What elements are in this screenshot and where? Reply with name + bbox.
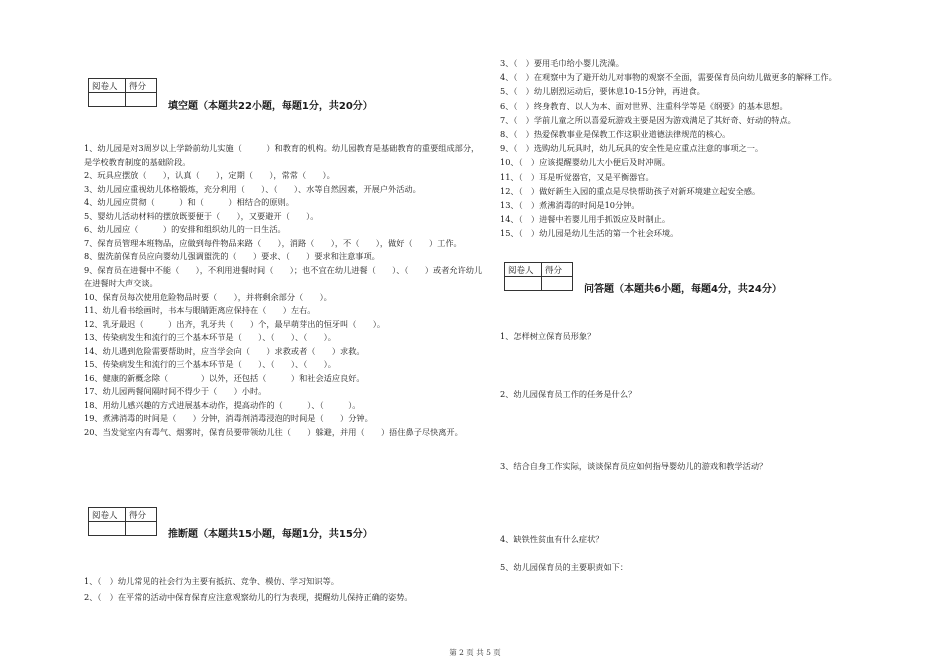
- judge-question-list-left: [84, 573, 484, 605]
- score-label: 得分: [126, 79, 157, 93]
- judge-question-1: 1、（ ）幼儿常见的社会行为主要有抵抗、竞争、模仿、学习知识等。: [84, 576, 339, 586]
- reviewer-label: 阅卷人: [89, 508, 126, 522]
- judge-question-15: 15、（ ）幼儿园是幼儿生活的第一个社会环境。: [500, 228, 679, 239]
- judge-question-12: 12、（ ）做好新生入园的重点是尽快帮助孩子对新环境建立起安全感。: [500, 185, 761, 196]
- qa-question-2: 2、幼儿园保育员工作的任务是什么？: [500, 389, 637, 399]
- fill-score-box: [88, 78, 157, 107]
- fill-question-10: 10、保育员每次使用危险物品时要（ ），并将剩余部分（ ）。: [84, 291, 332, 302]
- fill-question-7: 7、保育员管理本班物品，应做到每件物品来路（ ），消路（ ），不（ ），做好（ ）工作。: [84, 237, 462, 248]
- qa-question-4: 4、缺铁性贫血有什么症状？: [500, 534, 604, 544]
- qa-question-3: 3、结合自身工作实际，谈谈保育员应如何指导婴幼儿的游戏和教学活动？: [500, 461, 768, 471]
- judge-question-2: 2、（ ）在平常的活动中保育保育应注意观察幼儿的行为表现，提醒幼儿保持正确的姿势。: [84, 592, 413, 602]
- score-label: 得分: [542, 263, 573, 277]
- reviewer-label: 阅卷人: [89, 79, 126, 93]
- judge-question-3: 3、（ ）要用毛巾给小婴儿洗澡。: [500, 58, 624, 68]
- fill-question-5: 5、婴幼儿活动材料的摆放既要便于（ ），又要避开（ ）。: [84, 210, 319, 221]
- judge-question-10: 10、（ ）应该提醒婴幼儿大小便后及时冲厕。: [500, 157, 671, 168]
- fill-question-14: 14、幼儿遇到危险需要帮助时，应当学会向（ ）求救或者（ ）求救。: [84, 345, 365, 356]
- judge-question-list-right: [500, 56, 900, 241]
- fill-question-3: 3、幼儿园应重视幼儿体格锻炼，充分利用（ ）、（ ）、水等自然因素，开展户外活动。: [84, 183, 421, 194]
- reviewer-cell[interactable]: [505, 277, 542, 291]
- fill-question-4: 4、幼儿园应贯彻（ ）和（ ）相结合的原则。: [84, 197, 294, 207]
- fill-question-6: 6、幼儿园应（ ）的安排和组织幼儿的一日生活。: [84, 224, 286, 234]
- judge-question-11: 11、（ ）耳是听觉器官，又是平衡器官。: [500, 171, 654, 182]
- score-cell[interactable]: [126, 93, 157, 107]
- judge-question-9: 9、（ ）选购幼儿玩具时，幼儿玩具的安全性是应重点注意的事项之一。: [500, 143, 764, 154]
- fill-question-list: [84, 142, 484, 439]
- score-cell[interactable]: [126, 522, 157, 536]
- judge-question-8: 8、（ ）热爱保教事业是保教工作这职业道德法律规范的核心。: [500, 129, 731, 140]
- judge-question-6: 6、（ ）终身教育、以人为本、面对世界、注重科学等是《纲要》的基本思想。: [500, 100, 788, 111]
- qa-question-5: 5、幼儿园保育员的主要职责如下：: [500, 562, 629, 572]
- fill-question-12: 12、乳牙最迟（ ）出齐，乳牙共（ ）个，最早萌芽出的恒牙叫（ ）。: [84, 318, 386, 329]
- fill-question-19: 19、煮沸消毒的时间是（ ）分钟，消毒剂消毒浸泡的时间是（ ）分钟。: [84, 413, 373, 423]
- fill-question-15: 15、传染病发生和流行的三个基本环节是（ ）、（ ）、（ ）。: [84, 359, 336, 369]
- page-footer: 第 2 页 共 5 页: [449, 648, 501, 657]
- qa-score-box: [504, 262, 573, 291]
- fill-question-9: 9、保育员在进餐中不能（ ），不利用进餐时间（ ）；也不宜在幼儿进餐（ ）、（ ）或者允许幼儿在进餐时大声交谈。: [84, 264, 483, 288]
- qa-section-title: 问答题（本题共6小题，每题4分，共24分）: [584, 284, 782, 295]
- reviewer-label: 阅卷人: [505, 263, 542, 277]
- judge-section-title: 推断题（本题共15小题，每题1分，共15分）: [168, 529, 373, 540]
- fill-question-18: 18、用幼儿感兴趣的方式进展基本动作，提高动作的（ ）、（ ）。: [84, 399, 361, 410]
- fill-question-8: 8、盥洗前保育员应向婴幼儿强调盥洗的（ ）要求、（ ）要求和注意事项。: [84, 251, 380, 261]
- judge-question-4: 4、（ ）在观察中为了避开幼儿对事物的观察不全面，需要保育员向幼儿做更多的解释工作。: [500, 72, 837, 83]
- judge-question-5: 5、（ ）幼儿剧烈运动后，要休息10-15分钟，再进食。: [500, 86, 705, 97]
- reviewer-cell[interactable]: [89, 522, 126, 536]
- fill-section-title: 填空题（本题共22小题，每题1分，共20分）: [168, 101, 373, 112]
- qa-question-1: 1、怎样树立保育员形象？: [500, 331, 596, 341]
- judge-question-7: 7、（ ）学前儿童之所以喜爱玩游戏主要是因为游戏满足了其好奇、好动的特点。: [500, 114, 796, 125]
- fill-question-1: 1、幼儿园是对3周岁以上学龄前幼儿实施（ ）和教育的机构。幼儿园教育是基础教育的重要组成部分，是学校教育制度的基础阶段。: [84, 143, 480, 167]
- fill-question-11: 11、幼儿看书绘画时，书本与眼睛距离应保持在（ ）左右。: [84, 305, 316, 315]
- fill-question-20: 20、当发觉室内有毒气、烟雾时，保育员要带领幼儿往（ ）躲避，并用（ ）捂住鼻子尽快离开。: [84, 426, 463, 437]
- fill-question-17: 17、幼儿园两餐间隔时间不得少于（ ）小时。: [84, 386, 267, 396]
- fill-question-13: 13、传染病发生和流行的三个基本环节是（ ）、（ ）、（ ）。: [84, 332, 336, 342]
- fill-question-16: 16、健康的新概念除（ ）以外，还包括（ ）和社会适应良好。: [84, 372, 365, 383]
- score-cell[interactable]: [542, 277, 573, 291]
- fill-question-2: 2、玩具应摆放（ ），认真（ ），定期（ ），常常（ ）。: [84, 170, 335, 180]
- judge-question-14: 14、（ ）进餐中若婴儿用手抓饭应及时制止。: [500, 214, 671, 225]
- judge-score-box: [88, 507, 157, 536]
- reviewer-cell[interactable]: [89, 93, 126, 107]
- score-label: 得分: [126, 508, 157, 522]
- judge-question-13: 13、（ ）煮沸消毒的时间是10分钟。: [500, 200, 640, 211]
